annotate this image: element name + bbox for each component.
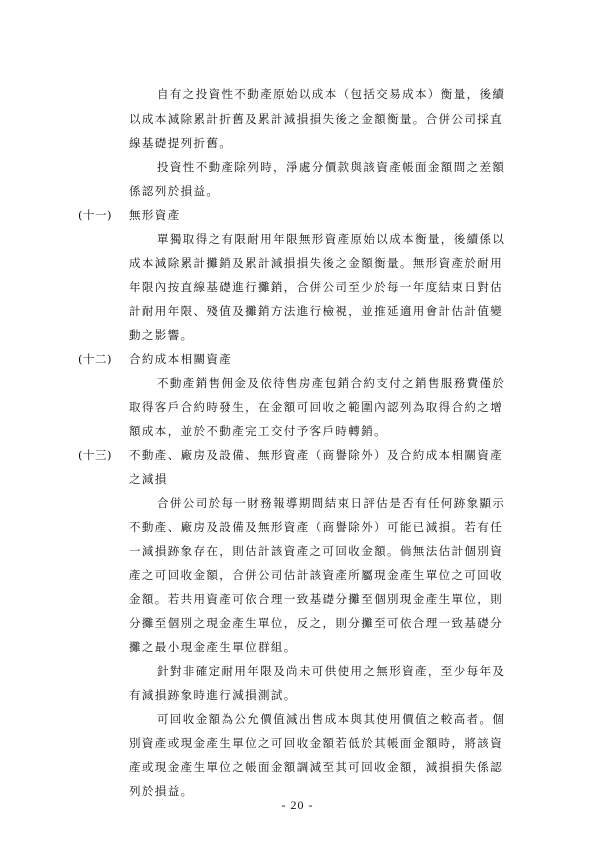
text-line: 線基礎提列折舊。 xyxy=(129,136,233,150)
page-number: - 20 - xyxy=(281,798,314,812)
text-line: 產之可回收金額，合併公司估計該資產所屬現金產生單位之可回收 xyxy=(129,568,504,582)
text-line: 不動產、廠房及設備及無形資產（商譽除外）可能已減損。若有任 xyxy=(129,520,504,534)
text-line: 取得客戶合約時發生，在金額可回收之範圍內認列為取得合約之增 xyxy=(129,400,504,414)
section-heading: 無形資產 xyxy=(129,208,181,222)
text-line: 成本減除累計攤銷及累計減損損失後之金額衡量。無形資產於耐用 xyxy=(129,256,504,270)
text-line: 分攤至個別之現金產生單位，反之，則分攤至可依合理一致基礎分 xyxy=(129,616,504,630)
text-line: 金額。若共用資產可依合理一致基礎分攤至個別現金產生單位，則 xyxy=(129,592,504,606)
text-line: 係認列於損益。 xyxy=(129,184,220,198)
section-number: (十一) xyxy=(78,208,112,222)
text-line: 以成本減除累計折舊及累計減損損失後之金額衡量。合併公司採直 xyxy=(129,112,504,126)
text-line: 計耐用年限、殘值及攤銷方法進行檢視，並推延適用會計估計值變 xyxy=(129,304,504,318)
text-line: 動之影響。 xyxy=(129,328,194,342)
text-line: 針對非確定耐用年限及尚未可供使用之無形資產，至少每年及 xyxy=(157,664,506,678)
text-line: 年限內按直線基礎進行攤銷，合併公司至少於每一年度結束日對估 xyxy=(129,280,504,294)
section-heading: 之減損 xyxy=(129,472,168,486)
text-line: 列於損益。 xyxy=(129,784,194,798)
text-line: 不動產銷售佣金及依待售房產包銷合約支付之銷售服務費僅於 xyxy=(157,376,506,390)
text-line: 一減損跡象存在，則估計該資產之可回收金額。倘無法估計個別資 xyxy=(129,544,504,558)
section-heading: 不動產、廠房及設備、無形資產（商譽除外）及合約成本相關資產 xyxy=(129,448,504,462)
text-line: 自有之投資性不動產原始以成本（包括交易成本）衡量，後續 xyxy=(157,87,506,101)
text-line: 額成本，並於不動產完工交付予客戶時轉銷。 xyxy=(129,424,387,438)
text-line: 產或現金產生單位之帳面金額調減至其可回收金額，減損損失係認 xyxy=(129,760,504,774)
text-line: 單獨取得之有限耐用年限無形資產原始以成本衡量，後續係以 xyxy=(157,232,506,246)
text-line: 合併公司於每一財務報導期間結束日評估是否有任何跡象顯示 xyxy=(157,496,506,510)
text-line: 可回收金額為公允價值減出售成本與其使用價值之較高者。個 xyxy=(157,712,506,726)
text-line: 別資產或現金產生單位之可回收金額若低於其帳面金額時，將該資 xyxy=(129,736,504,750)
section-number: (十二) xyxy=(78,352,112,366)
text-line: 有減損跡象時進行減損測試。 xyxy=(129,688,297,702)
section-number: (十三) xyxy=(78,448,112,462)
text-line: 攤之最小現金產生單位群組。 xyxy=(129,640,297,654)
section-heading: 合約成本相關資產 xyxy=(129,352,233,366)
text-line: 投資性不動產除列時，淨處分價款與該資產帳面金額間之差額 xyxy=(157,160,506,174)
